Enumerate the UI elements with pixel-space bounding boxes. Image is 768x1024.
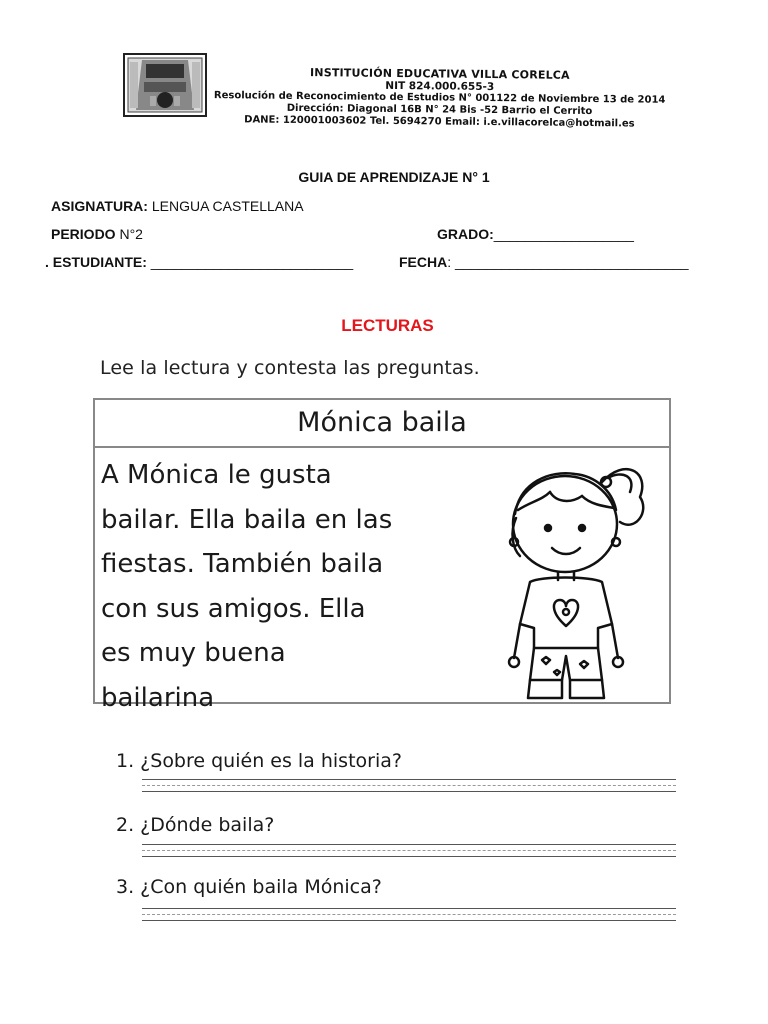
story-line: A Mónica le gusta [101,460,332,490]
student-label: . ESTUDIANTE: [45,254,147,270]
period-value: N°2 [115,226,143,242]
institution-nit: NIT 824.000.655-3 [385,79,495,94]
school-crest-logo [122,52,208,118]
grade-blank[interactable]: __________________ [493,226,634,242]
story-line: bailar. Ella baila en las [101,504,393,535]
student-blank[interactable]: __________________________ [146,254,354,270]
story-line: con sus amigos. Ella [101,593,366,624]
date-blank[interactable]: : ______________________________ [447,254,689,270]
story-box [93,398,671,713]
institution-resolution: Resolución de Reconocimiento de Estudios N° 001122 de Noviembre 13 de 2014 [213,90,666,106]
question-2: 2. ¿Dónde baila? [116,814,275,836]
subject-field [51,198,304,214]
subject-label: ASIGNATURA: [51,198,148,214]
story-line: fiestas. También baila [101,549,384,579]
answer-lines-2[interactable] [142,844,676,857]
guide-title: GUIA DE APRENDIZAJE N° 1 [298,169,490,185]
subject-value: LENGUA CASTELLANA [147,198,304,214]
period-label: PERIODO [51,226,116,242]
story-title: Mónica baila [297,407,467,438]
instruction-text: Lee la lectura y contesta las preguntas. [100,357,480,379]
date-label: FECHA [399,254,448,270]
question-1: 1. ¿Sobre quién es la historia? [116,750,402,772]
story-line: bailarina [101,682,215,713]
story-title-row [95,400,669,448]
institution-address: Dirección: Diagonal 16B N° 24 Bis -52 Barrio el Cerrito [286,102,593,118]
institution-info [204,66,675,131]
story-line: es muy buena [101,638,286,668]
student-field [45,254,353,270]
story-text [101,453,481,720]
grade-field [437,226,634,242]
period-field [51,226,143,242]
answer-lines-3[interactable] [142,908,676,921]
girl-illustration [490,452,660,702]
date-field [399,254,689,270]
answer-lines-1[interactable] [142,779,676,792]
question-3: 3. ¿Con quién baila Mónica? [116,876,382,898]
section-title: LECTURAS [341,316,434,335]
letterhead [0,0,768,150]
institution-name: INSTITUCIÓN EDUCATIVA VILLA CORELCA [309,66,570,82]
grade-label: GRADO: [437,226,494,242]
institution-contact: DANE: 120001003602 Tel. 5694270 Email: i.e.villacorelca@hotmail.es [244,114,635,130]
